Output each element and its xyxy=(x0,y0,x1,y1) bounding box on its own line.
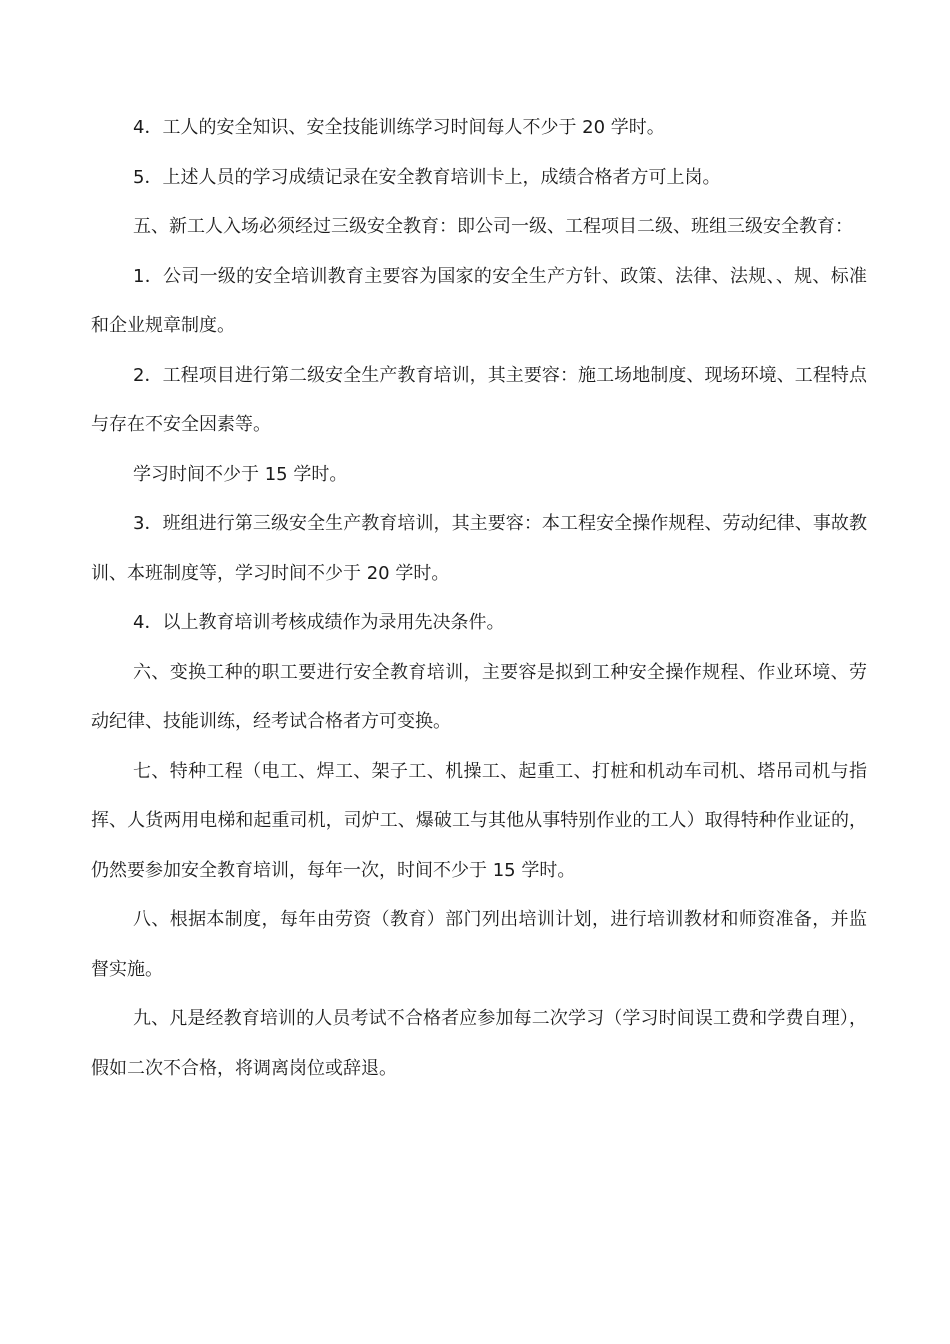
paragraph-three-level-education: 五、新工人入场必须经过三级安全教育：即公司一级、工程项目二级、班组三级安全教育： xyxy=(133,216,853,237)
paragraph-special-workers: 七、特种工程（电工、焊工、架子工、机操工、起重工、打桩和机动车司机、塔吊司机与指挥、人货两用电梯和起重司机，司炉工、爆破工与其他从事特别作业的工人）取得特种作业证的，仍然要参加安全教育培训，每年一次，时间不少于 15 学时。 xyxy=(91,760,867,881)
paragraph-job-change: 六、变换工种的职工要进行安全教育培训，主要容是拟到工种安全操作规程、作业环境、劳动纪律、技能训练，经考试合格者方可变换。 xyxy=(91,661,867,732)
paragraph-team-level: 3．班组进行第三级安全生产教育培训，其主要容：本工程安全操作规程、劳动纪律、事故教训、本班制度等，学习时间不少于 20 学时。 xyxy=(91,513,867,584)
paragraph-failed-exam: 九、凡是经教育培训的人员考试不合格者应参加每二次学习（学习时间误工费和学费自理），假如二次不合格，将调离岗位或辞退。 xyxy=(91,1008,867,1079)
paragraph-training-plan: 八、根据本制度，每年由劳资（教育）部门列出培训计划，进行培训教材和师资准备，并监督实施。 xyxy=(91,909,867,980)
paragraph-training-hours: 4．工人的安全知识、安全技能训练学习时间每人不少于 20 学时。 xyxy=(133,117,665,138)
paragraph-project-level: 2．工程项目进行第二级安全生产教育培训，其主要容：施工场地制度、现场环境、工程特点与存在不安全因素等。 xyxy=(91,364,867,435)
paragraph-company-level: 1．公司一级的安全培训教育主要容为国家的安全生产方针、政策、法律、法规、、规、标准和企业规章制度。 xyxy=(91,265,867,336)
paragraph-project-hours: 学习时间不少于 15 学时。 xyxy=(133,463,348,485)
paragraph-assessment: 4．以上教育培训考核成绩作为录用先决条件。 xyxy=(133,612,505,633)
document-body xyxy=(91,103,867,1093)
paragraph-training-record: 5．上述人员的学习成绩记录在安全教育培训卡上，成绩合格者方可上岗。 xyxy=(133,166,721,188)
